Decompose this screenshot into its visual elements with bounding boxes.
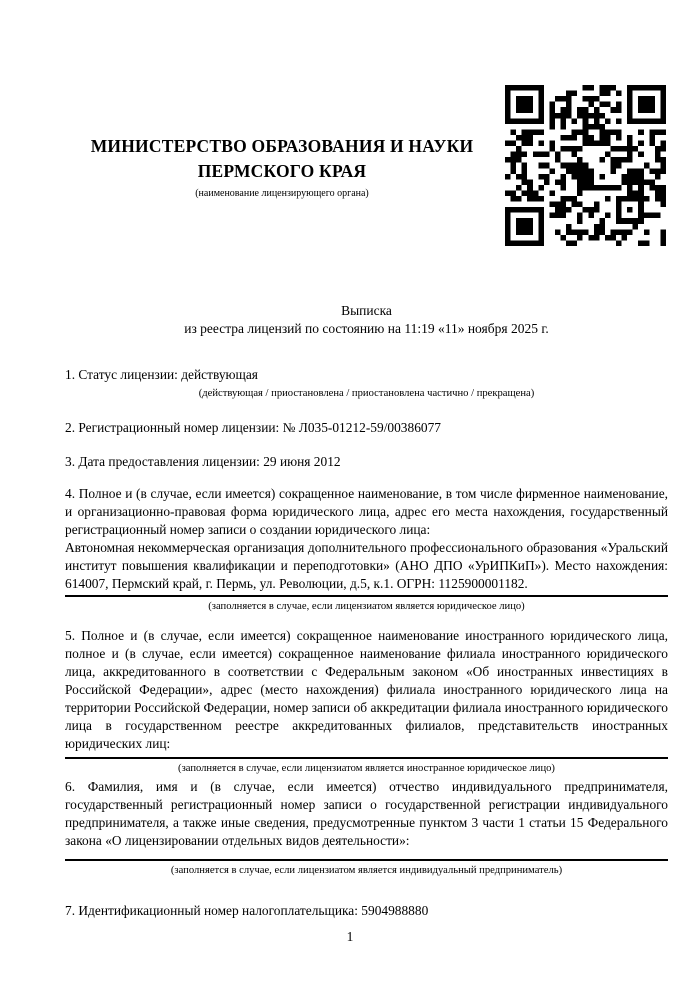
item-legal-entity [65,485,668,614]
item-license-status [65,366,668,401]
entrepreneur-caption: (заполняется в случае, если лицензиатом является индивидуальный предприниматель) [170,865,563,876]
foreign-entity-blank-field-rule [65,757,668,759]
registration-number-text: 2. Регистрационный номер лицензии: № Л035-01212-59/00386077 [65,420,441,435]
document-title-line1: Выписка [341,303,392,318]
qr-code-icon [505,83,666,248]
entrepreneur-blank-field-rule [65,859,668,861]
legal-entity-prompt: 4. Полное и (в случае, если имеется) сокращенное наименование, в том числе фирменное наименование, и организационно-правовая форма юридического лица, адрес его места нахождения, государственный регистрационный номер записи о создании юридического лица: [65,486,668,537]
license-status-text: 1. Статус лицензии: действующая [65,367,258,382]
taxpayer-number-text: 7. Идентификационный номер налогоплательщика: 5904988880 [65,903,429,918]
document-title-line2: из реестра лицензий по состоянию на 11:19 «11» ноября 2025 г. [184,321,549,336]
ministry-name-line2: ПЕРМСКОГО КРАЯ [197,161,367,181]
grant-date-text: 3. Дата предоставления лицензии: 29 июня 2012 [65,454,341,469]
entrepreneur-prompt: 6. Фамилия, имя и (в случае, если имеется) отчество индивидуального предпринимателя, государственный регистрационный номер записи о государственной регистрации индивидуального предпринимателя, а также иные сведения, предусмотренные пунктом 3 части 1 статьи 15 Федерального закона «О лицензировании отдельных видов деятельности»: [65,779,668,848]
item-individual-entrepreneur [65,778,668,878]
item-registration-number [65,419,668,437]
legal-entity-value: Автономная некоммерческая организация дополнительного профессионального образования «Уральский институт повышения квалификации и переподготовки» (АНО ДПО «УрИПКиП»). Место нахождения: 614007, Пермский край, г. Пермь, ул. Революции, д.5, к.1. ОГРН: 1125900001182. [65,539,668,597]
license-status-options-caption: (действующая / приостановлена / приостановлена частично / прекращена) [198,388,535,399]
licensing-authority-caption: (наименование лицензирующего органа) [195,188,369,199]
item-taxpayer-number [65,902,668,920]
item-grant-date [65,453,668,471]
ministry-name-line1: МИНИСТЕРСТВО ОБРАЗОВАНИЯ И НАУКИ [90,136,474,156]
item-foreign-entity [65,627,668,776]
foreign-entity-caption: (заполняется в случае, если лицензиатом является иностранное юридическое лицо) [178,763,555,774]
foreign-entity-prompt: 5. Полное и (в случае, если имеется) сокращенное наименование иностранного юридического лица, полное и (в случае, если имеется) сокращенное наименование филиала иностранного юридического лица, аккредитованного в соответствии с Федеральным законом «Об иностранных инвестициях в Российской Федерации», адрес (место нахождения) филиала иностранного юридического лица на территории Российской Федерации, номер записи об аккредитации филиала иностранного юридического лица в государственном реестре аккредитованных филиалов, представительств иностранных юридических лиц: [65,628,668,751]
page-number: 1 [346,929,354,944]
document-title [65,302,668,338]
licensing-authority-header [62,134,502,200]
legal-entity-caption: (заполняется в случае, если лицензиатом является юридическое лицо) [208,601,525,612]
